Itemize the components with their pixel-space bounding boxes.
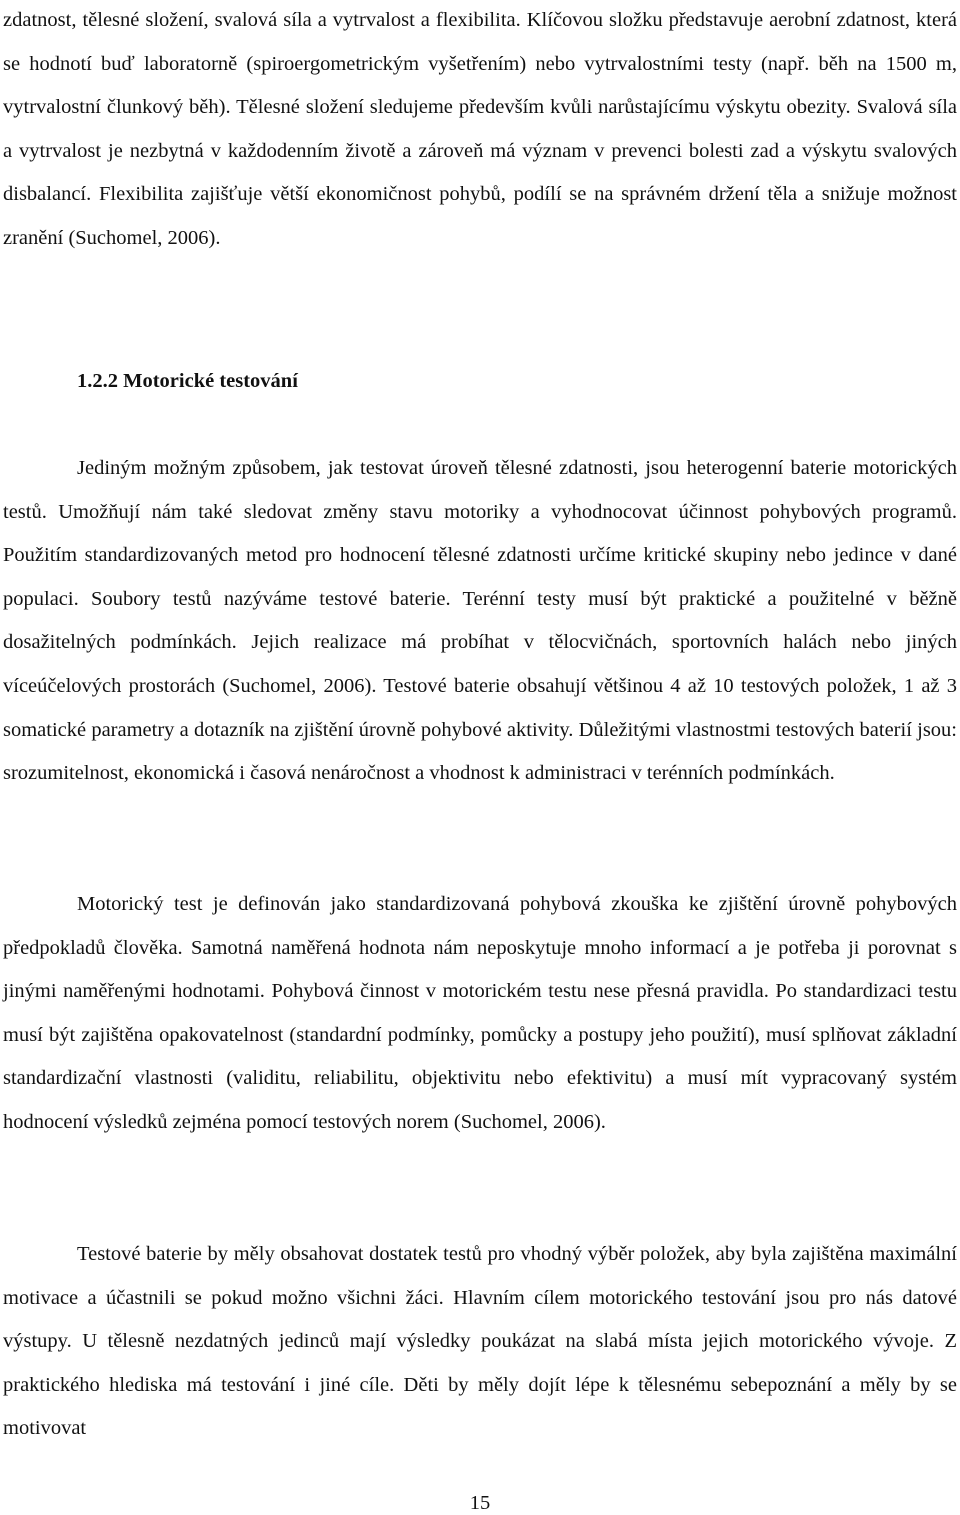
section-heading: 1.2.2 Motorické testování: [77, 370, 298, 392]
paragraph-test-batteries: Jediným možným způsobem, jak testovat úroveň tělesné zdatnosti, jsou heterogenní baterie motorických testů. Umožňují nám také sledovat změny stavu motoriky a vyhodnocovat účinnost pohybových programů. Použitím standardizovaných metod pro hodnocení tělesné zdatnosti určíme kritické skupiny nebo jedince v dané populaci. Soubory testů nazýváme testové baterie. Terénní testy musí být praktické a použitelné v běžně dosažitelných podmínkách. Jejich realizace má probíhat v tělocvičnách, sportovních halách nebo jiných víceúčelových prostorách (Suchomel, 2006). Testové baterie obsahují většinou 4 až 10 testových položek, 1 až 3 somatické parametry a dotazník na zjištění úrovně pohybové aktivity. Důležitými vlastnostmi testových baterií jsou: srozumitelnost, ekonomická i časová nenáročnost a vhodnost k administraci v terénních podmínkách.: [3, 457, 957, 785]
page-number: 15: [469, 1492, 491, 1514]
paragraph-fitness-components: zdatnost, tělesné složení, svalová síla a vytrvalost a flexibilita. Klíčovou složku představuje aerobní zdatnost, která se hodnotí buď laboratorně (spiroergometrickým vyšetřením) nebo vytrvalostními testy (např. běh na 1500 m, vytrvalostní člunkový běh). Tělesné složení sledujeme především kvůli narůstajícímu výskytu obezity. Svalová síla a vytrvalost je nezbytná v každodenním životě a zároveň má význam v prevenci bolesti zad a výskytu svalových disbalancí. Flexibilita zajišťuje větší ekonomičnost pohybů, podílí se na správném držení těla a snižuje možnost zranění (Suchomel, 2006).: [3, 9, 957, 249]
paragraph-testing-goals: Testové baterie by měly obsahovat dostatek testů pro vhodný výběr položek, aby byla zajištěna maximální motivace a účastnili se pokud možno všichni žáci. Hlavním cílem motorického testování jsou pro nás datové výstupy. U tělesně nezdatných jedinců mají výsledky poukázat na slabá místa jejich motorického vývoje. Z praktického hlediska má testování i jiné cíle. Děti by měly dojít lépe k tělesnému sebepoznání a měly by se motivovat: [3, 1243, 957, 1440]
paragraph-motor-test-definition: Motorický test je definován jako standardizovaná pohybová zkouška ke zjištění úrovně pohybových předpokladů člověka. Samotná naměřená hodnota nám neposkytuje mnoho informací a je potřeba ji porovnat s jinými naměřenými hodnotami. Pohybová činnost v motorickém testu nese přesná pravidla. Po standardizaci testu musí být zajištěna opakovatelnost (standardní podmínky, pomůcky a postupy jeho použití), musí splňovat základní standardizační vlastnosti (validitu, reliabilitu, objektivitu nebo efektivitu) a musí mít vypracovaný systém hodnocení výsledků zejména pomocí testových norem (Suchomel, 2006).: [3, 893, 957, 1133]
